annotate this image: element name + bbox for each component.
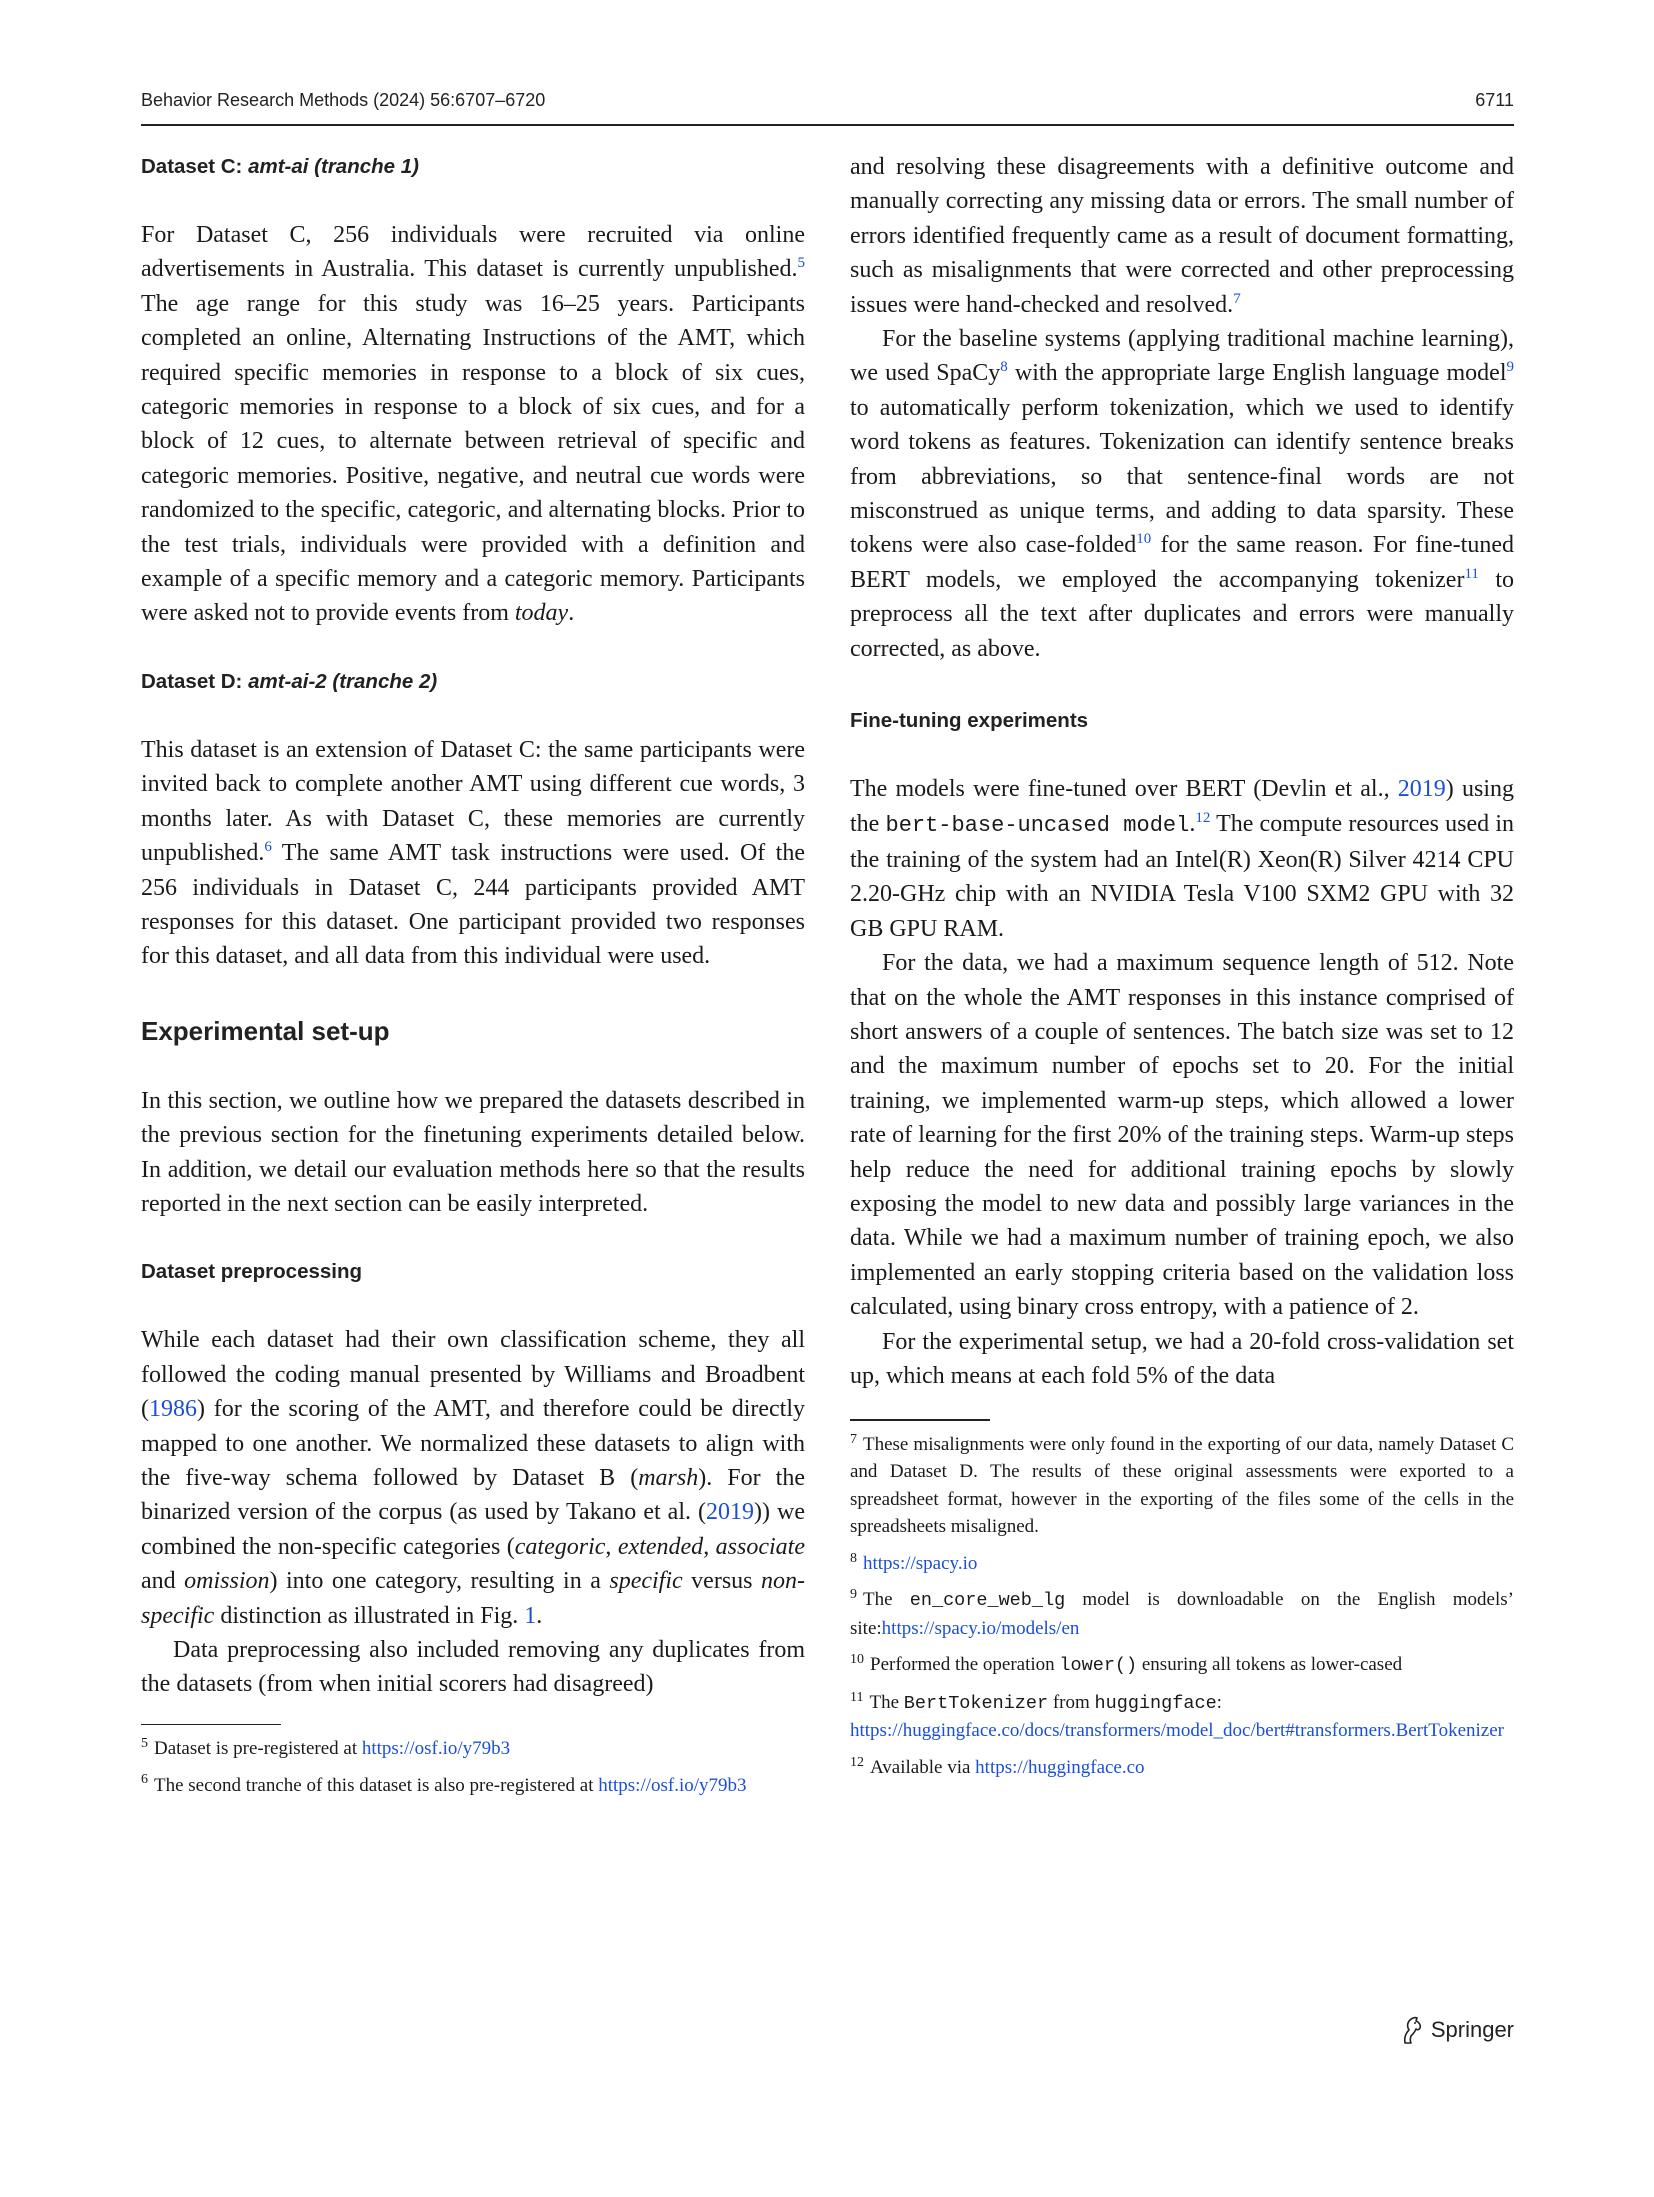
citation-link-2019[interactable]: 2019 [706,1499,754,1526]
figure-link-1[interactable]: 1 [524,1602,537,1629]
fine-tuning-heading: Fine-tuning experiments [850,709,1089,733]
right-footnotes [850,1419,1514,1781]
preprocessing-paragraph-1: While each dataset had their own classification scheme, they all followed the coding manual presented by Williams and Broadbent (1986) for the scoring of the AMT, and therefore could be directly mapped to one another. We normalized these datasets to align with the five-way schema followed by Dataset B (marsh). For the binarized version of the corpus (as used by Takano et al. (2019)) we combined the non-specific categories (categoric, extended, associate and omission) into one category, resulting in a specific versus non-specific distinction as illustrated in Fig. 1. [141,1327,805,1629]
page-number: 6711 [1475,90,1514,110]
left-footnotes [141,1724,805,1800]
baseline-paragraph: For the baseline systems (applying traditional machine learning), we used SpaCy$^8$ with the appropriate large English language model$^9$ to automatically perform tokenization, which we used to identify word tokens as features. Tokenization can identify sentence breaks from abbreviations, so that sentence-final words are not misconstrued as unique terms, and adding to data sparsity. These tokens were also case-folded$^{10}$ for the same reason. For fine-tuned BERT models, we employed the accompanying tokenizer$^{11}$ to preprocess all the text after duplicates and errors were manually corrected, as above. [850,326,1515,662]
dataset-d-heading: Dataset D: amt-ai-2 (tranche 2) [141,669,438,693]
preprocessing-paragraph-2: Data preprocessing also included removing any duplicates from the datasets (from when initial scorers had disagreed) [141,1637,805,1698]
footnote-9: $^9$ The en_core_web_lg model is downloadable on the English models’ site:https://spacy.io/models/en [850,1587,1514,1639]
footnote-ref-5[interactable]: 5 [797,255,805,272]
fine-tuning-paragraph-2: For the data, we had a maximum sequence length of 512. Note that on the whole the AMT responses in this instance comprised of short answers of a couple of sentences. The batch size was set to 12 and the maximum number of epochs set to 20. For the initial training, we implemented warm-up steps, which allowed a lower rate of learning for the first 20% of the training steps. Warm-up steps help reduce the need for additional training epochs by slowly exposing the model to new data and possibly large variances in the data. While we had a maximum number of training epoch, we also implemented an early stopping criteria based on the validation loss calculated, using binary cross entropy, with a patience of 2. [850,950,1514,1321]
journal-citation: Behavior Research Methods (2024) 56:6707–6720 [141,90,546,110]
footnote-ref-8[interactable]: 8 [1000,359,1008,376]
footnote-ref-9[interactable]: 9 [1506,359,1514,376]
footnote-8: $^8$ https://spacy.io [850,1550,978,1574]
dataset-preprocessing-heading: Dataset preprocessing [141,1260,363,1284]
dataset-d-paragraph: This dataset is an extension of Dataset C: the same participants were invited back to complete another AMT using different cue words, 3 months later. As with Dataset C, these memories are currently unpublished.$^6$ The same AMT task instructions were used. Of the 256 individuals in Dataset C, 244 participants provided AMT responses for this dataset. One participant provided two responses for this dataset, and all data from this individual were used. [141,736,805,970]
left-column [141,150,805,1808]
dataset-c-heading: Dataset C: amt-ai (tranche 1) [141,155,419,178]
publisher-logo [1399,2012,1514,2048]
footnote-ref-12[interactable]: 12 [1195,809,1211,826]
footnote-6-link[interactable]: https://osf.io/y79b3 [598,1774,747,1796]
citation-link-1986[interactable]: 1986 [149,1396,197,1423]
footnote-11-link[interactable]: https://huggingface.co/docs/transformers/model_doc/bert#transformers.BertTokenizer [850,1720,1504,1742]
dataset-c-paragraph: For Dataset C, 256 individuals were recruited via online advertisements in Australia. This dataset is currently unpublished.$^5$ The age range for this study was 16–25 years. Participants completed an online, Alternating Instructions of the AMT, which required specific memories in response to a block of six cues, categoric memories in response to a block of six cues, and for a block of 12 cues, to alternate between retrieval of specific and categoric memories. Positive, negative, and neutral cue words were randomized to the specific, categoric, and alternating blocks. Prior to the test trials, individuals were provided with a definition and example of a specific memory and a categoric memory. Participants were asked not to provide events from today. [141,222,805,627]
fine-tuning-paragraph-3: For the experimental setup, we had a 20-fold cross-validation set up, which means at each fold 5% of the data [850,1328,1514,1389]
running-head [141,90,1514,120]
footnote-12-link[interactable]: https://huggingface.co [975,1756,1145,1778]
footnote-12: $^{12}$ Available via https://huggingface.co [850,1754,1145,1778]
footnote-6: $^6$ The second tranche of this dataset is also pre-registered at https://osf.io/y79b3 [141,1772,747,1796]
springer-horse-icon [1399,2015,1425,2045]
footnote-11: $^{11}$ The BertTokenizer from huggingface: https://huggingface.co/docs/transformers/model_doc/bert#transformers.BertTokenizer [850,1689,1504,1742]
footnote-9-link[interactable]: https://spacy.io/models/en [881,1617,1080,1639]
experimental-setup-paragraph: In this section, we outline how we prepared the datasets described in the previous section for the finetuning experiments detailed below. In addition, we detail our evaluation methods here so that the results reported in the next section can be easily interpreted. [141,1087,805,1217]
model-name-code: bert-base-uncased model [885,812,1190,838]
footnote-ref-7[interactable]: 7 [1233,290,1241,307]
footnote-10: $^{10}$ Performed the operation lower() ensuring all tokens as lower-cased [850,1652,1403,1677]
footnote-rule [850,1419,990,1421]
footnote-8-link[interactable]: https://spacy.io [863,1552,978,1574]
footnote-ref-6[interactable]: 6 [264,839,272,856]
footnote-rule [141,1724,281,1726]
experimental-setup-heading: Experimental set-up [141,1015,390,1046]
publisher-name: Springer [1430,2017,1514,2042]
footnote-5: $^5$ Dataset is pre-registered at https://osf.io/y79b3 [141,1735,511,1760]
footnote-7: $^7$ These misalignments were only found in the exporting of our data, namely Dataset C and Dataset D. The results of these original assessments were exported to a spreadsheet format, however in the exporting of the files some of the cells in the spreadsheets misaligned. [850,1431,1514,1538]
footnote-ref-10[interactable]: 10 [1136,531,1152,548]
footnote-5-link[interactable]: https://osf.io/y79b3 [361,1738,511,1760]
fine-tuning-paragraph-1: The models were fine-tuned over BERT (Devlin et al., 2019) using the bert-base-uncased model.$^{12}$ The compute resources used in the training of the system had an Intel(R) Xeon(R) Silver 4214 CPU 2.20-GHz chip with an NVIDIA Tesla V100 SXM2 GPU with 32 GB GPU RAM. [850,776,1515,942]
preprocessing-continuation: and resolving these disagreements with a definitive outcome and manually correcting any missing data or errors. The small number of errors identified frequently came as a result of document formatting, such as misalignments that were corrected and other preprocessing issues were hand-checked and resolved.$^7$ [850,154,1514,318]
right-column [850,150,1514,1790]
header-rule [141,124,1514,126]
citation-link-devlin-2019[interactable]: 2019 [1397,776,1446,803]
footnote-ref-11[interactable]: 11 [1464,565,1479,582]
